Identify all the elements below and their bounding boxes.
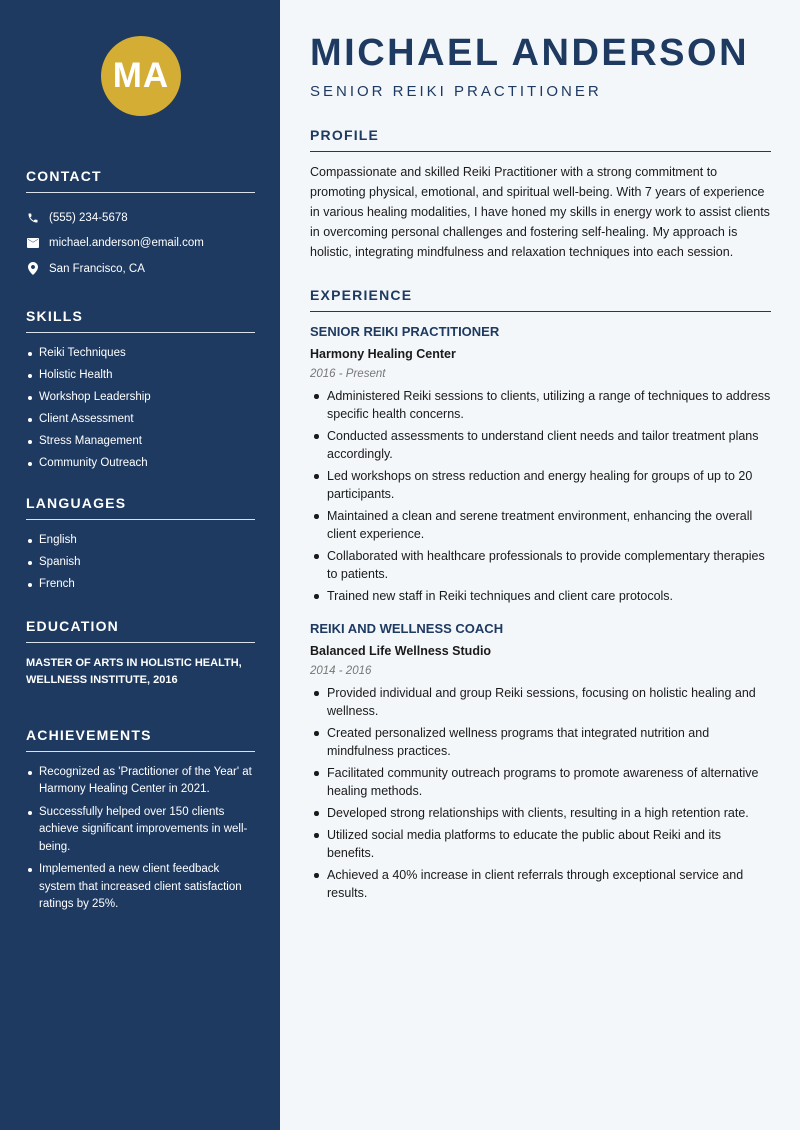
- job-bullets: [310, 387, 771, 605]
- list-item: Implemented a new client feedback system that increased client satisfaction ratings by 25%.: [26, 861, 255, 914]
- list-item: Recognized as 'Practitioner of the Year' at Harmony Healing Center in 2021.: [26, 764, 255, 799]
- skills-section: [26, 308, 255, 473]
- job-company: Balanced Life Wellness Studio: [310, 644, 492, 658]
- sidebar: [0, 0, 280, 1130]
- job-dates: 2016 - Present: [310, 368, 386, 380]
- profile-heading: PROFILE: [310, 127, 771, 152]
- profile-section: [310, 127, 771, 262]
- job-entry: [310, 621, 771, 902]
- list-item: Collaborated with healthcare professionals to provide complementary therapies to patients.: [310, 547, 771, 583]
- candidate-title: SENIOR REIKI PRACTITIONER: [310, 83, 602, 100]
- contact-heading: CONTACT: [26, 168, 255, 193]
- job-entry: [310, 324, 771, 605]
- avatar: [101, 36, 181, 116]
- contact-section: [26, 168, 255, 282]
- contact-location: [26, 256, 255, 282]
- list-item: Holistic Health: [26, 367, 255, 385]
- list-item: French: [26, 576, 255, 594]
- candidate-name: MICHAEL ANDERSON: [310, 32, 750, 74]
- list-item: Successfully helped over 150 clients achieve significant improvements in well-being.: [26, 804, 255, 857]
- education-entry: MASTER OF ARTS IN HOLISTIC HEALTH, WELLNESS INSTITUTE, 2016: [26, 656, 242, 686]
- languages-heading: LANGUAGES: [26, 495, 255, 520]
- list-item: Client Assessment: [26, 411, 255, 429]
- list-item: Spanish: [26, 554, 255, 572]
- list-item: Community Outreach: [26, 455, 255, 473]
- phone-icon: [26, 211, 40, 225]
- list-item: Developed strong relationships with clients, resulting in a high retention rate.: [310, 804, 771, 822]
- skills-heading: SKILLS: [26, 308, 255, 333]
- contact-email: [26, 231, 255, 257]
- contact-location-text: San Francisco, CA: [49, 262, 145, 275]
- list-item: Administered Reiki sessions to clients, utilizing a range of techniques to address specific health concerns.: [310, 387, 771, 423]
- main-content: [280, 0, 800, 1130]
- list-item: Stress Management: [26, 433, 255, 451]
- job-bullets: [310, 684, 771, 902]
- list-item: English: [26, 532, 255, 550]
- education-heading: EDUCATION: [26, 618, 255, 643]
- list-item: Provided individual and group Reiki sessions, focusing on holistic healing and wellness.: [310, 684, 771, 720]
- list-item: Workshop Leadership: [26, 389, 255, 407]
- languages-section: [26, 495, 255, 594]
- education-section: [26, 618, 255, 689]
- experience-section: [310, 287, 771, 902]
- list-item: Utilized social media platforms to educate the public about Reiki and its benefits.: [310, 826, 771, 862]
- list-item: Led workshops on stress reduction and energy healing for groups of up to 20 participants.: [310, 467, 771, 503]
- achievements-list: [26, 764, 255, 914]
- profile-text: Compassionate and skilled Reiki Practitioner with a strong commitment to promoting physical, emotional, and spiritual well-being. With 7 years of experience in various healing modalities, I have honed my skills in energy work to assist clients in overcoming personal challenges and fostering self-healing. My approach is holistic, integrating mindfulness and relaxation techniques into each session.: [310, 165, 770, 259]
- achievements-section: [26, 727, 255, 914]
- job-dates: 2014 - 2016: [310, 665, 372, 677]
- location-icon: [26, 262, 40, 276]
- contact-phone-text: (555) 234-5678: [49, 211, 128, 224]
- skills-list: [26, 345, 255, 473]
- contact-list: [26, 205, 255, 282]
- job-company: Harmony Healing Center: [310, 347, 456, 361]
- experience-heading: EXPERIENCE: [310, 287, 771, 312]
- list-item: Trained new staff in Reiki techniques and client care protocols.: [310, 587, 771, 605]
- list-item: Achieved a 40% increase in client referrals through exceptional service and results.: [310, 866, 771, 902]
- contact-phone: [26, 205, 255, 231]
- list-item: Facilitated community outreach programs to promote awareness of alternative healing methods.: [310, 764, 771, 800]
- list-item: Conducted assessments to understand client needs and tailor treatment plans accordingly.: [310, 427, 771, 463]
- list-item: Created personalized wellness programs that integrated nutrition and mindfulness practices.: [310, 724, 771, 760]
- achievements-heading: ACHIEVEMENTS: [26, 727, 255, 752]
- list-item: Reiki Techniques: [26, 345, 255, 363]
- email-icon: [26, 236, 40, 250]
- avatar-initials: MA: [112, 56, 170, 95]
- job-title: REIKI AND WELLNESS COACH: [310, 621, 504, 636]
- job-title: SENIOR REIKI PRACTITIONER: [310, 324, 500, 339]
- languages-list: [26, 532, 255, 594]
- contact-email-text[interactable]: michael.anderson@email.com: [49, 237, 204, 250]
- list-item: Maintained a clean and serene treatment environment, enhancing the overall client experience.: [310, 507, 771, 543]
